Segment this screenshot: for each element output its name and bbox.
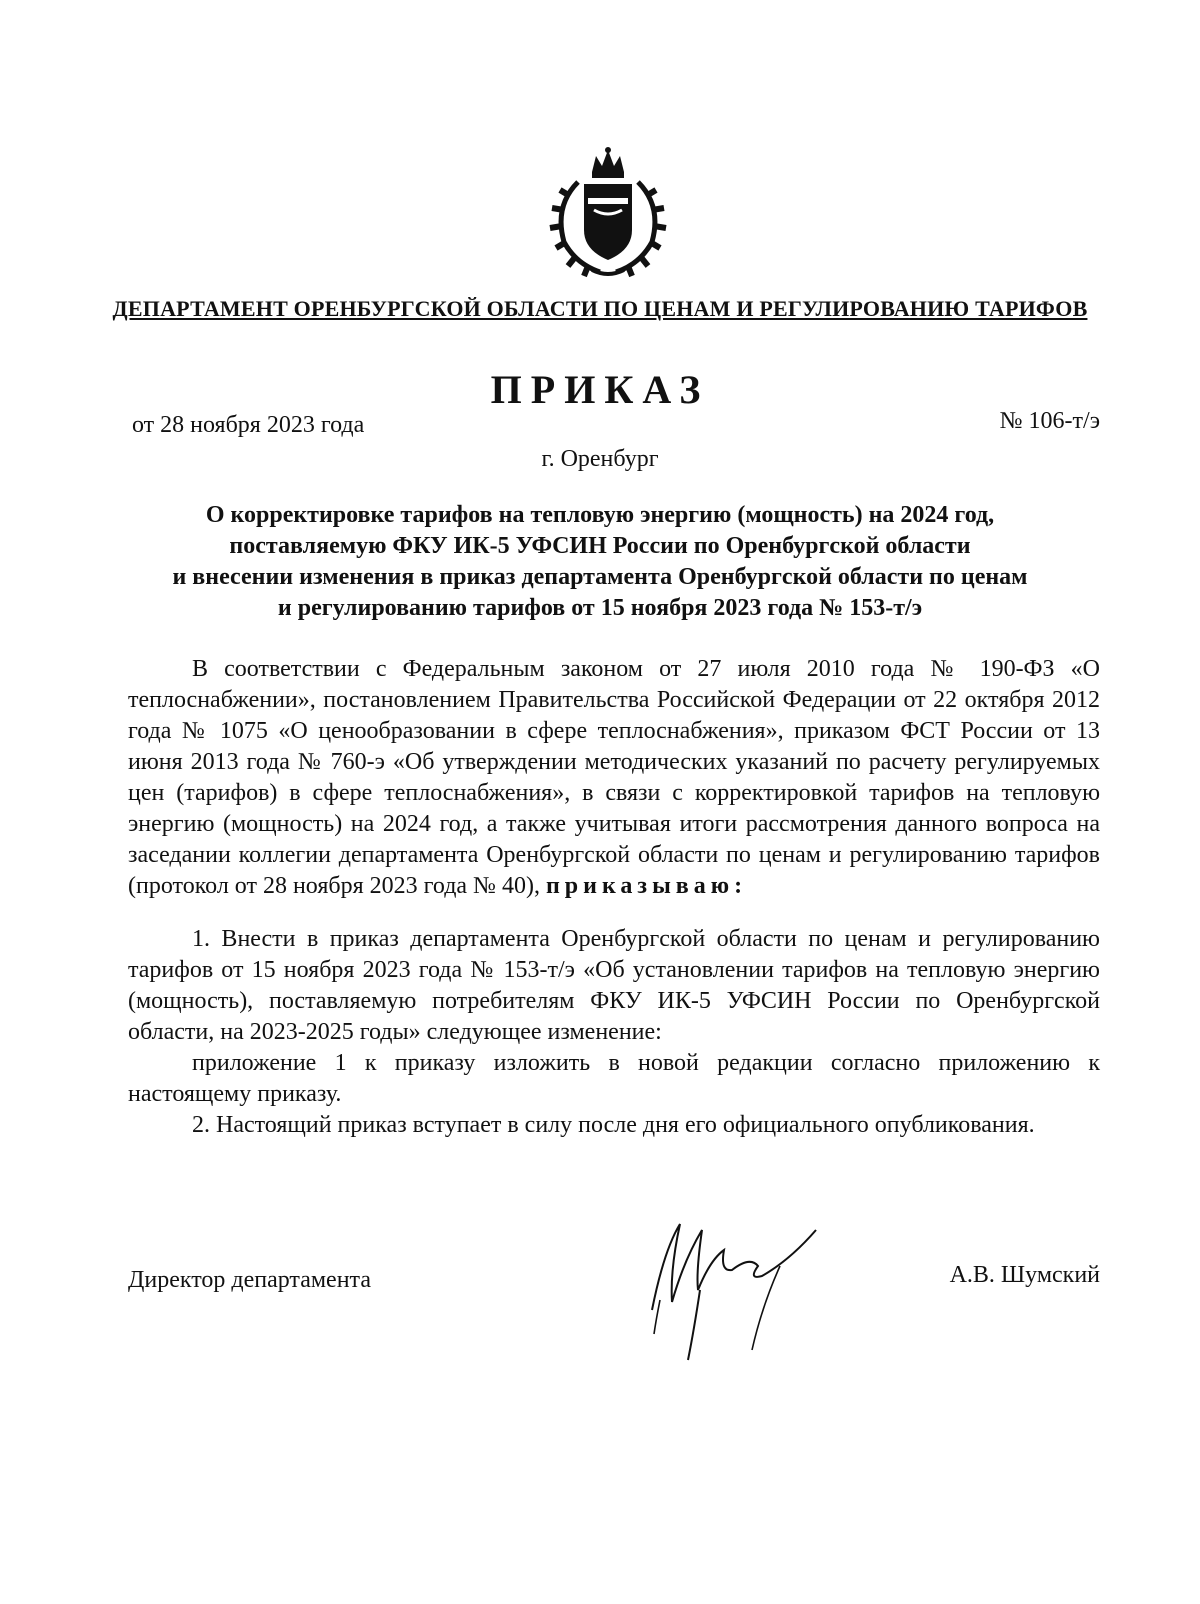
subject-line: и регулированию тарифов от 15 ноября 2023 года № 153-т/э [277,595,923,621]
handwritten-signature [640,1210,840,1370]
order-subject [90,500,1110,624]
order-number: № 106-т/э [999,408,1100,434]
department-header: ДЕПАРТАМЕНТ ОРЕНБУРГСКОЙ ОБЛАСТИ ПО ЦЕНАМ И РЕГУЛИРОВАНИЮ ТАРИФОВ [112,296,1088,321]
item-2-paragraph: 2. Настоящий приказ вступает в силу после дня его официального опубликования. [192,1112,1035,1138]
order-date: от 28 ноября 2023 года [132,412,365,438]
order-city: г. Оренбург [541,446,659,472]
order-body [128,654,1100,1141]
subject-line: О корректировке тарифов на тепловую энергию (мощность) на 2024 год, [205,502,995,528]
item-1-subparagraph: приложение 1 к приказу изложить в новой редакции согласно приложению к настоящему приказу. [128,1050,1100,1107]
subject-line: поставляемую ФКУ ИК-5 УФСИН России по Оренбургской области [229,533,971,559]
preamble-command: приказываю: [545,873,748,899]
signatory-name: А.В. Шумский [949,1262,1100,1288]
order-title: ПРИКАЗ [490,367,710,412]
coat-of-arms-emblem [548,146,668,278]
subject-line: и внесении изменения в приказ департамента Оренбургской области по ценам [172,564,1028,590]
item-1-paragraph: 1. Внести в приказ департамента Оренбургской области по ценам и регулированию тарифов от 15 ноября 2023 года № 153-т/э «Об установлении тарифов на тепловую энергию (мощность), поставляемую потребителям ФКУ ИК-5 УФСИН России по Оренбургской области, на 2023-2025 годы» следующее изменение: [128,926,1100,1045]
preamble-text: В соответствии с Федеральным законом от 27 июля 2010 года № 190-ФЗ «О теплоснабжении», постановлением Правительства Российской Федерации от 22 октября 2012 года № 1075 «О ценообразовании в сфере теплоснабжения», приказом ФСТ России от 13 июня 2013 года № 760-э «Об утверждении методических указаний по расчету регулируемых цен (тарифов) в сфере теплоснабжения», в связи с корректировкой тарифов на тепловую энергию (мощность) на 2024 год, а также учитывая итоги рассмотрения данного вопроса на заседании коллегии департамента Оренбургской области по ценам и регулированию тарифов (протокол от 28 ноября 2023 года № 40), [128,656,1100,899]
preamble-paragraph [128,654,1100,902]
signatory-role: Директор департамента [128,1267,371,1293]
